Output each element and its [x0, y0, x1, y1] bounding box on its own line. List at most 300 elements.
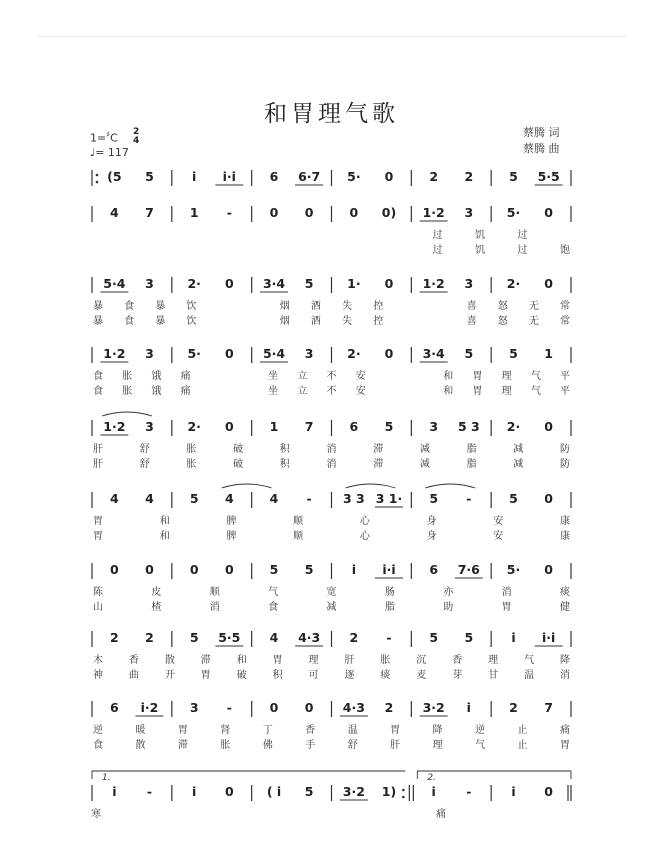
lyric-char: 胃	[272, 655, 283, 666]
note: 0)	[381, 205, 397, 220]
lyric-char: 理	[488, 655, 499, 666]
note: 5	[304, 562, 314, 577]
note: -	[466, 784, 472, 799]
note: 2	[464, 169, 474, 184]
lyric-char: 舒	[347, 740, 358, 751]
lyric-char: 肠	[384, 587, 395, 598]
lyric-char: 理	[501, 371, 512, 382]
note: 5·4	[103, 276, 126, 291]
note: 3·2	[422, 700, 445, 715]
lyric-char: 饿	[151, 371, 162, 382]
note: i	[466, 700, 471, 715]
note: 6	[349, 419, 359, 434]
note: 3	[304, 346, 314, 361]
lyric-char: 香	[305, 725, 316, 736]
note: 5·4	[262, 346, 286, 361]
note: 0	[189, 562, 199, 577]
lyric-char: 饱	[560, 245, 570, 256]
repeat-dot	[96, 181, 99, 184]
note: 5·	[506, 562, 521, 577]
note: 5	[464, 346, 474, 361]
note: 5·5	[218, 630, 241, 645]
note: 0	[349, 205, 359, 220]
lyric-char: 胃	[200, 670, 211, 681]
lyric-char: 无	[528, 301, 539, 312]
note: -	[226, 205, 232, 220]
lyric-char: 逐	[344, 670, 355, 681]
lyric-char: 和	[443, 371, 454, 382]
note: i	[431, 784, 436, 799]
lyric-char: 防	[560, 444, 570, 455]
note: 5	[269, 562, 279, 577]
lyric-char: 痛	[560, 725, 570, 736]
lyric-char: 胀	[186, 459, 197, 470]
lyric-char: 止	[517, 725, 528, 736]
note: 0	[304, 205, 314, 220]
lyric-char: 食	[93, 371, 103, 382]
lyric-char: 控	[373, 301, 384, 312]
note: -	[306, 491, 312, 506]
lyric-char: 减	[513, 444, 524, 455]
lyric-char: 温	[524, 670, 535, 681]
note: ( i	[266, 784, 282, 799]
lyric-char: 胃	[390, 725, 401, 736]
note: 3	[145, 276, 154, 291]
lyric-char: 脂	[384, 602, 395, 613]
note: 7	[304, 419, 314, 434]
lyric-char: 和	[159, 516, 170, 527]
note: i	[511, 784, 516, 799]
note: 1	[189, 205, 199, 220]
lyric-char: 防	[560, 459, 570, 470]
lyric-char: 脂	[466, 459, 477, 470]
note: 5	[304, 276, 314, 291]
lyric-char: 暴	[93, 316, 103, 327]
lyric-char: 肝	[344, 655, 355, 666]
note: 0	[544, 205, 553, 220]
note: 5	[145, 169, 154, 184]
lyric-char: 胃	[472, 371, 483, 382]
note: 7	[544, 700, 553, 715]
slur-tie	[425, 484, 475, 488]
lyric-char: 食	[93, 386, 103, 397]
lyric-char: 肾	[220, 725, 231, 736]
note: 0	[384, 276, 394, 291]
lyric-char: 舒	[139, 459, 150, 470]
lyric-char: 身	[426, 531, 437, 542]
lyric-char: 安	[355, 371, 366, 382]
tempo-marking: ♩= 117	[90, 146, 129, 159]
lyric-char: 可	[308, 670, 319, 681]
lyric-char: 止	[517, 740, 528, 751]
note: i·i	[541, 630, 556, 645]
lyric-char: 亦	[443, 587, 454, 598]
lyric-char: 心	[359, 531, 370, 542]
lyric-char: 气	[475, 740, 486, 751]
lyric-char: 陈	[93, 587, 103, 598]
note: 0	[544, 419, 553, 434]
lyric-char: 消	[209, 602, 220, 613]
note: 7	[145, 205, 154, 220]
lyric-char: 滞	[177, 740, 188, 751]
note: 2·	[506, 276, 521, 291]
lyric-char: 和	[236, 655, 247, 666]
note: 2	[110, 630, 119, 645]
lyric-char: 舒	[139, 444, 150, 455]
volta-label-1: 1.	[102, 773, 111, 783]
note: 3	[145, 419, 154, 434]
note: 0	[224, 784, 234, 799]
lyric-char: 酒	[310, 316, 321, 327]
lyric-char: 胃	[93, 516, 103, 527]
note: i·i	[222, 169, 236, 184]
lyric-char: 脾	[226, 516, 237, 527]
note: 4·3	[298, 630, 321, 645]
lyric-char: 食	[93, 740, 103, 751]
page-title: 和胃理气歌	[264, 101, 399, 127]
lyric-char: 食	[124, 316, 135, 327]
lyric-char: 减	[513, 459, 524, 470]
lyric-char: 破	[233, 444, 244, 455]
note: 3 3	[342, 491, 365, 506]
lyric-char: 无	[528, 316, 539, 327]
note: 3·4	[422, 346, 445, 361]
lyric-char: 食	[124, 301, 135, 312]
note: i·i	[382, 562, 396, 577]
lyric-char: 食	[268, 602, 279, 613]
lyric-char: 过	[432, 245, 443, 256]
key-prefix: 1=	[90, 131, 107, 145]
repeat-dot	[96, 174, 99, 177]
note: 3	[464, 205, 474, 220]
note: (5	[107, 169, 122, 184]
note: 5	[509, 346, 518, 361]
lyric-char: 丁	[262, 725, 273, 736]
note: 1·2	[103, 346, 126, 361]
lyric-char: 饥	[475, 245, 486, 256]
lyric-char: 痛	[180, 386, 191, 397]
lyric-char: 胀	[186, 444, 197, 455]
lyric-char: 佛	[262, 740, 273, 751]
lyric-char: 皮	[151, 587, 162, 598]
lyric-char: 神	[93, 670, 103, 681]
lyric-char: 饮	[186, 316, 197, 327]
lyric-char: 积	[272, 670, 283, 681]
lyric-char: 身	[426, 516, 437, 527]
note: 0	[224, 419, 234, 434]
lyric-char: 平	[560, 371, 570, 382]
note: 1·2	[422, 205, 445, 220]
lyric-char: 喜	[466, 301, 477, 312]
lyric-char: 手	[305, 740, 316, 751]
note: 3	[145, 346, 154, 361]
lyric-char: 失	[342, 301, 353, 312]
lyric-char: 顺	[293, 531, 304, 542]
lyric-char: 安	[355, 386, 366, 397]
note: -	[386, 630, 392, 645]
volta-label-2: 2.	[427, 773, 436, 783]
lyric-char: 理	[432, 740, 443, 751]
note: 0	[544, 562, 553, 577]
lyric-char: 胃	[177, 725, 188, 736]
note: 5	[509, 169, 518, 184]
note: -	[466, 491, 472, 506]
slur-tie	[345, 484, 395, 488]
lyric-char: 脂	[466, 444, 477, 455]
lyric-char: 顺	[209, 587, 220, 598]
note: 3	[429, 419, 439, 434]
note: 2·	[187, 419, 201, 434]
lyric-char: 滞	[200, 655, 211, 666]
lyric-char: 胀	[122, 386, 133, 397]
note: 6	[429, 562, 439, 577]
lyric-char: 平	[560, 386, 570, 397]
lyric-char: 饿	[151, 386, 162, 397]
note: 3·4	[262, 276, 286, 291]
lyric-char: 滞	[373, 459, 384, 470]
lyric-char: 消	[326, 444, 337, 455]
lyric-char: 开	[164, 670, 175, 681]
lyric-char: 甘	[488, 670, 499, 681]
slur-tie	[102, 412, 152, 416]
lyric-char: 控	[373, 316, 384, 327]
note: 5 3	[457, 419, 480, 434]
lyric-char: 胀	[220, 740, 231, 751]
time-numerator: 2	[133, 127, 140, 137]
lyric-char: 酒	[310, 301, 321, 312]
lyric-char: 散	[164, 655, 175, 666]
note: 5	[464, 630, 474, 645]
lyric-char: 气	[530, 371, 541, 382]
note: 0	[224, 562, 234, 577]
volta-bracket-1	[92, 771, 405, 779]
note: 0	[110, 562, 119, 577]
note: 5	[429, 491, 439, 506]
note: 1·	[347, 276, 361, 291]
lyric-char: 宽	[326, 587, 337, 598]
lyric-char: 滞	[373, 444, 384, 455]
note: 1)	[381, 784, 397, 799]
volta-bracket-2	[417, 771, 571, 779]
note: 5	[384, 419, 394, 434]
lyric-char: 散	[135, 740, 146, 751]
note: 6	[269, 169, 279, 184]
note: 0	[224, 276, 234, 291]
lyric-char: 沉	[416, 655, 427, 666]
lyric-char: 胀	[122, 371, 133, 382]
lyric-char: 不	[326, 371, 337, 382]
note: i	[192, 169, 197, 184]
lyric-char: 胃	[501, 602, 512, 613]
note: 3·2	[342, 784, 365, 799]
lyric-char: 怒	[497, 301, 508, 312]
note: -	[146, 784, 153, 799]
note: 1	[544, 346, 553, 361]
note: 3 1·	[375, 491, 403, 506]
lyric-char: 气	[524, 655, 535, 666]
note: 6·7	[298, 169, 321, 184]
lyric-char: 立	[297, 386, 308, 397]
lyric-char: 气	[530, 386, 541, 397]
lyric-char: 怒	[497, 316, 508, 327]
lyric-char: 心	[359, 516, 370, 527]
note: 2	[429, 169, 439, 184]
lyric-char: 肝	[93, 459, 103, 470]
note: i	[351, 562, 357, 577]
lyric-char: 减	[419, 459, 430, 470]
note: 0	[304, 700, 314, 715]
note: 4	[269, 491, 279, 506]
lyric-char: 痛	[180, 371, 191, 382]
lyric-char: 康	[560, 516, 570, 527]
lyric-char: 痰	[560, 587, 570, 598]
lyric-char: 暴	[93, 301, 103, 312]
lyric-char: 过	[517, 245, 528, 256]
lyric-char: 顺	[293, 516, 304, 527]
lyric-char: 积	[279, 444, 290, 455]
lyric-char: 逆	[475, 725, 486, 736]
lyric-char: 积	[279, 459, 290, 470]
note: 2·	[187, 276, 201, 291]
note: 3	[464, 276, 474, 291]
note: 1·2	[103, 419, 126, 434]
lyric-char: 木	[93, 655, 103, 666]
lyric-char: 坐	[268, 386, 279, 397]
lyric-char: 消	[501, 587, 512, 598]
note: 4	[110, 205, 119, 220]
lyric-char: 暴	[155, 301, 166, 312]
slur-tie	[222, 484, 272, 488]
lyric-char: 饥	[475, 230, 486, 241]
key-mode: C	[110, 131, 118, 145]
lyric-char: 寒	[91, 809, 101, 820]
lyric-char: 脾	[226, 531, 237, 542]
note: 5·	[506, 205, 521, 220]
note: 4	[110, 491, 119, 506]
lyric-char: 降	[432, 725, 443, 736]
lyric-char: 楂	[151, 602, 162, 613]
note: i	[192, 784, 197, 799]
lyric-char: 痛	[436, 809, 446, 820]
lyric-char: 麦	[416, 670, 427, 681]
lyric-char: 和	[443, 386, 454, 397]
lyric-char: 曲	[128, 670, 139, 681]
time-denominator: 4	[133, 136, 140, 146]
lyric-char: 破	[233, 459, 244, 470]
note: 5	[189, 630, 199, 645]
note: i	[511, 630, 516, 645]
lyric-char: 安	[493, 531, 504, 542]
note: 7·6	[457, 562, 480, 577]
lyric-char: 暴	[155, 316, 166, 327]
note: 5	[509, 491, 518, 506]
lyric-char: 胃	[472, 386, 483, 397]
lyric-char: 肝	[390, 740, 401, 751]
composer-credit: 蔡腾 曲	[523, 142, 560, 155]
lyric-char: 过	[432, 230, 443, 241]
note: 4	[224, 491, 234, 506]
lyric-char: 肝	[93, 444, 103, 455]
note: 5·	[347, 169, 361, 184]
note: 1·2	[422, 276, 445, 291]
lyric-char: 减	[326, 602, 337, 613]
lyric-char: 胀	[380, 655, 391, 666]
lyric-char: 胃	[93, 531, 103, 542]
lyric-char: 烟	[279, 316, 290, 327]
note: 5	[189, 491, 199, 506]
note: 0	[544, 491, 553, 506]
note: 4	[269, 630, 279, 645]
lyric-char: 坐	[268, 371, 279, 382]
lyric-char: 消	[326, 459, 337, 470]
note: 0	[384, 169, 394, 184]
lyric-char: 安	[493, 516, 504, 527]
lyric-char: 消	[560, 670, 570, 681]
note: 5·	[187, 346, 201, 361]
lyric-char: 芽	[452, 670, 463, 681]
note: 2·	[347, 346, 361, 361]
note: 0	[544, 784, 553, 799]
lyric-char: 香	[128, 655, 139, 666]
note: 2	[509, 700, 518, 715]
repeat-dot	[402, 789, 405, 792]
lyric-char: 过	[517, 230, 528, 241]
note: 4·3	[342, 700, 365, 715]
note: 3	[189, 700, 199, 715]
lyric-char: 理	[501, 386, 512, 397]
note: 4	[145, 491, 154, 506]
note: 5	[429, 630, 439, 645]
note: i	[112, 784, 117, 799]
lyric-char: 痰	[380, 670, 391, 681]
note: 2	[384, 700, 394, 715]
lyric-char: 立	[297, 371, 308, 382]
lyric-char: 康	[560, 531, 570, 542]
lyric-char: 常	[560, 316, 570, 327]
lyric-char: 不	[326, 386, 337, 397]
note: 0	[224, 346, 234, 361]
lyric-char: 理	[308, 655, 319, 666]
lyric-char: 烟	[279, 301, 290, 312]
note: 0	[269, 205, 279, 220]
lyric-char: 胃	[560, 740, 570, 751]
lyric-char: 助	[443, 602, 454, 613]
note: 1	[269, 419, 279, 434]
lyric-char: 破	[236, 670, 247, 681]
lyric-char: 减	[419, 444, 430, 455]
note: 5·5	[537, 169, 560, 184]
note: 6	[110, 700, 119, 715]
sharp-sign: ♯	[106, 130, 111, 139]
lyric-char: 降	[560, 655, 570, 666]
note: i·2	[140, 700, 159, 715]
lyric-char: 气	[268, 587, 279, 598]
note: 0	[544, 276, 553, 291]
note: 0	[269, 700, 279, 715]
lyric-char: 常	[560, 301, 570, 312]
lyric-char: 山	[93, 602, 103, 613]
note: -	[226, 700, 232, 715]
lyric-char: 香	[452, 655, 463, 666]
lyric-char: 逆	[93, 725, 103, 736]
note: 0	[145, 562, 154, 577]
lyric-char: 饮	[186, 301, 197, 312]
note: 2·	[506, 419, 521, 434]
note: 2	[145, 630, 154, 645]
note: 2	[349, 630, 359, 645]
lyricist-credit: 蔡腾 词	[523, 126, 560, 139]
note: 0	[384, 346, 394, 361]
